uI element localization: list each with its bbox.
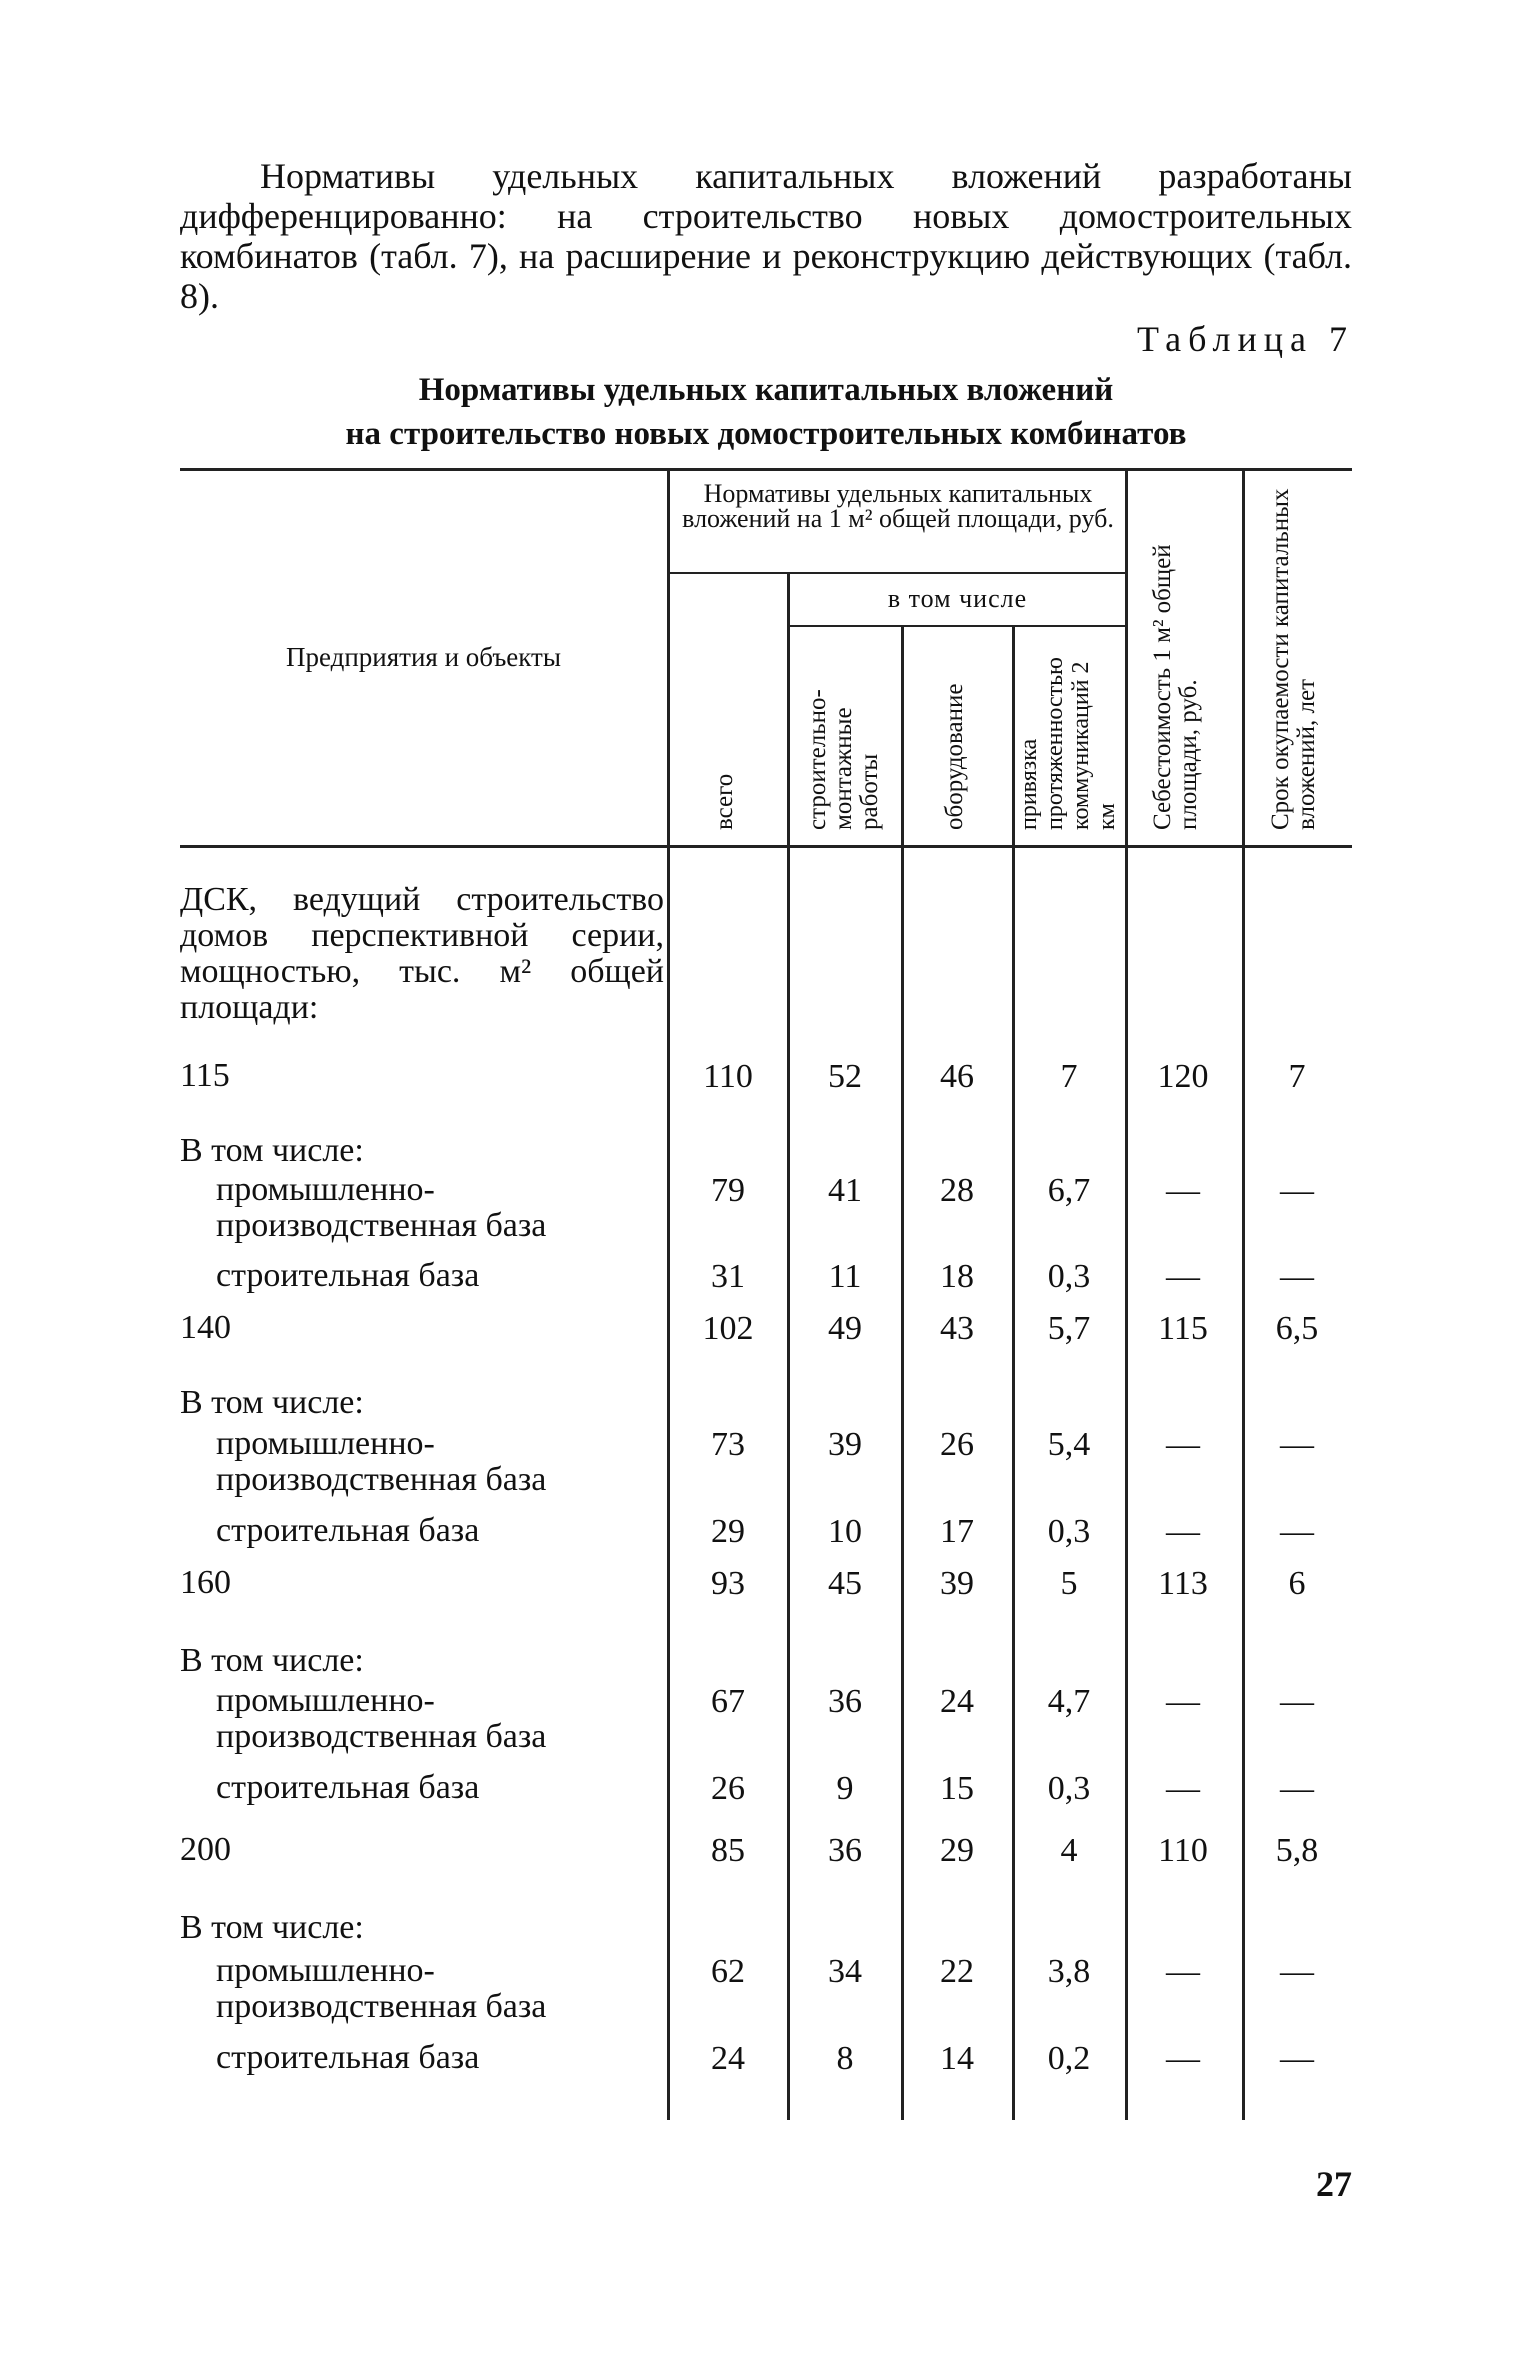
row-value: —: [1166, 2040, 1200, 2077]
row-value: 28: [940, 1172, 974, 1209]
row-value: —: [1280, 1953, 1314, 1990]
row-label: 200: [180, 1831, 231, 1868]
row-value: 26: [711, 1770, 745, 1807]
table-title: [180, 368, 1352, 456]
row-value: —: [1166, 1683, 1200, 1720]
row-value: 24: [711, 2040, 745, 2077]
row-label: 115: [180, 1057, 230, 1094]
table-title-line-1: Нормативы удельных капитальных вложений: [418, 372, 1114, 408]
row-value: 6,5: [1275, 1310, 1319, 1347]
row-label: В том числе:: [180, 1642, 364, 1679]
row-value: —: [1166, 1172, 1200, 1209]
row-value: —: [1280, 1258, 1314, 1295]
row-value: 43: [940, 1310, 974, 1347]
row-value: 0,3: [1047, 1770, 1091, 1807]
table-label: Таблица 7: [1137, 319, 1354, 359]
row-value: 22: [940, 1953, 974, 1990]
row-value: —: [1280, 1513, 1314, 1550]
row-value: —: [1166, 1513, 1200, 1550]
row-label: В том числе:: [180, 1132, 364, 1169]
row-value: —: [1166, 1953, 1200, 1990]
row-value: 73: [711, 1426, 745, 1463]
row-value: 110: [1158, 1832, 1208, 1869]
row-value: 5,7: [1047, 1310, 1091, 1347]
row-label: В том числе:: [180, 1384, 364, 1421]
row-value: 9: [836, 1770, 854, 1807]
row-value: 29: [940, 1832, 974, 1869]
row-value: 7: [1288, 1058, 1306, 1095]
row-value: 93: [711, 1565, 745, 1602]
row-value: 0,3: [1047, 1258, 1091, 1295]
row-value: 17: [940, 1513, 974, 1550]
header-utilities: привязка протяженностью коммуникаций 2 км: [1016, 657, 1120, 830]
table-title-line-2: на строительство новых домостроительных комбинатов: [345, 416, 1187, 452]
row-label: промышленно-производственная база: [216, 1171, 547, 1244]
row-value: —: [1166, 1770, 1200, 1807]
row-value: 5,8: [1275, 1832, 1319, 1869]
row-value: 5: [1060, 1565, 1078, 1602]
row-value: 49: [828, 1310, 862, 1347]
row-value: 46: [940, 1058, 974, 1095]
row-value: 45: [828, 1565, 862, 1602]
row-value: 31: [711, 1258, 745, 1295]
row-value: 4,7: [1047, 1683, 1091, 1720]
header-norms-group: Нормативы удельных капитальных вложений на 1 м² общей площади, руб.: [682, 479, 1114, 533]
row-value: 36: [828, 1832, 862, 1869]
row-value: 7: [1060, 1058, 1078, 1095]
row-value: 102: [702, 1310, 754, 1347]
row-value: 11: [828, 1258, 862, 1295]
row-value: 24: [940, 1683, 974, 1720]
row-label: строительная база: [216, 1769, 480, 1806]
row-value: 39: [940, 1565, 974, 1602]
row-value: —: [1280, 1770, 1314, 1807]
row-label: 160: [180, 1564, 231, 1601]
header-total: всего: [711, 773, 738, 830]
intro-paragraph: Нормативы удельных капитальных вложений разработаны дифференцированно: на строительство новых домостроительных комбинатов (табл. 7), на расширение и реконструкцию действующих (табл. 8).: [180, 156, 1352, 316]
row-value: —: [1166, 1258, 1200, 1295]
intro-row-label: ДСК, ведущий строительство домов перспективной серии, мощностью, тыс. м² общей площади:: [180, 881, 664, 1026]
row-value: —: [1280, 2040, 1314, 2077]
row-value: 18: [940, 1258, 974, 1295]
row-value: 3,8: [1047, 1953, 1091, 1990]
row-label: промышленно-производственная база: [216, 1952, 547, 2025]
row-value: 52: [828, 1058, 862, 1095]
row-label: строительная база: [216, 1512, 480, 1549]
row-value: —: [1280, 1172, 1314, 1209]
header-payback: Срок окупаемости капитальных вложений, лет: [1267, 488, 1320, 830]
header-construction: строительно-монтажные работы: [804, 689, 883, 830]
row-value: 36: [828, 1683, 862, 1720]
row-value: 8: [836, 2040, 854, 2077]
row-value: 10: [828, 1513, 862, 1550]
row-value: —: [1280, 1426, 1314, 1463]
row-value: 29: [711, 1513, 745, 1550]
row-value: —: [1280, 1683, 1314, 1720]
row-value: 26: [940, 1426, 974, 1463]
row-label: В том числе:: [180, 1909, 364, 1946]
column-divider: [667, 470, 670, 2120]
header-equipment: оборудование: [941, 683, 968, 830]
header-including: в том числе: [887, 584, 1028, 613]
row-value: 79: [711, 1172, 745, 1209]
row-value: 6,7: [1047, 1172, 1091, 1209]
page-number: 27: [1316, 2164, 1352, 2204]
row-label: промышленно-производственная база: [216, 1682, 547, 1755]
header-bottom-rule: [180, 845, 1352, 848]
row-value: 4: [1060, 1832, 1078, 1869]
row-label: промышленно-производственная база: [216, 1425, 547, 1498]
row-value: 67: [711, 1683, 745, 1720]
row-value: 115: [1158, 1310, 1208, 1347]
row-value: 85: [711, 1832, 745, 1869]
header-objects: Предприятия и объекты: [285, 642, 561, 672]
row-value: 120: [1157, 1058, 1209, 1095]
row-value: —: [1166, 1426, 1200, 1463]
row-value: 41: [828, 1172, 862, 1209]
row-value: 0,2: [1047, 2040, 1091, 2077]
column-divider: [1012, 627, 1015, 2120]
header-cost: Себестоимость 1 м² общей площади, руб.: [1149, 544, 1202, 830]
row-value: 113: [1158, 1565, 1208, 1602]
row-value: 15: [940, 1770, 974, 1807]
row-value: 14: [940, 2040, 974, 2077]
norms-group-underline: [670, 572, 1128, 574]
column-divider: [901, 627, 904, 2120]
including-underline: [790, 625, 1128, 627]
row-label: строительная база: [216, 2039, 480, 2076]
row-value: 6: [1288, 1565, 1306, 1602]
row-value: 62: [711, 1953, 745, 1990]
row-value: 110: [703, 1058, 753, 1095]
row-value: 0,3: [1047, 1513, 1091, 1550]
row-value: 34: [828, 1953, 862, 1990]
table-top-rule: [180, 468, 1352, 471]
row-label: строительная база: [216, 1257, 480, 1294]
row-value: 5,4: [1047, 1426, 1091, 1463]
row-value: 39: [828, 1426, 862, 1463]
row-label: 140: [180, 1309, 231, 1346]
